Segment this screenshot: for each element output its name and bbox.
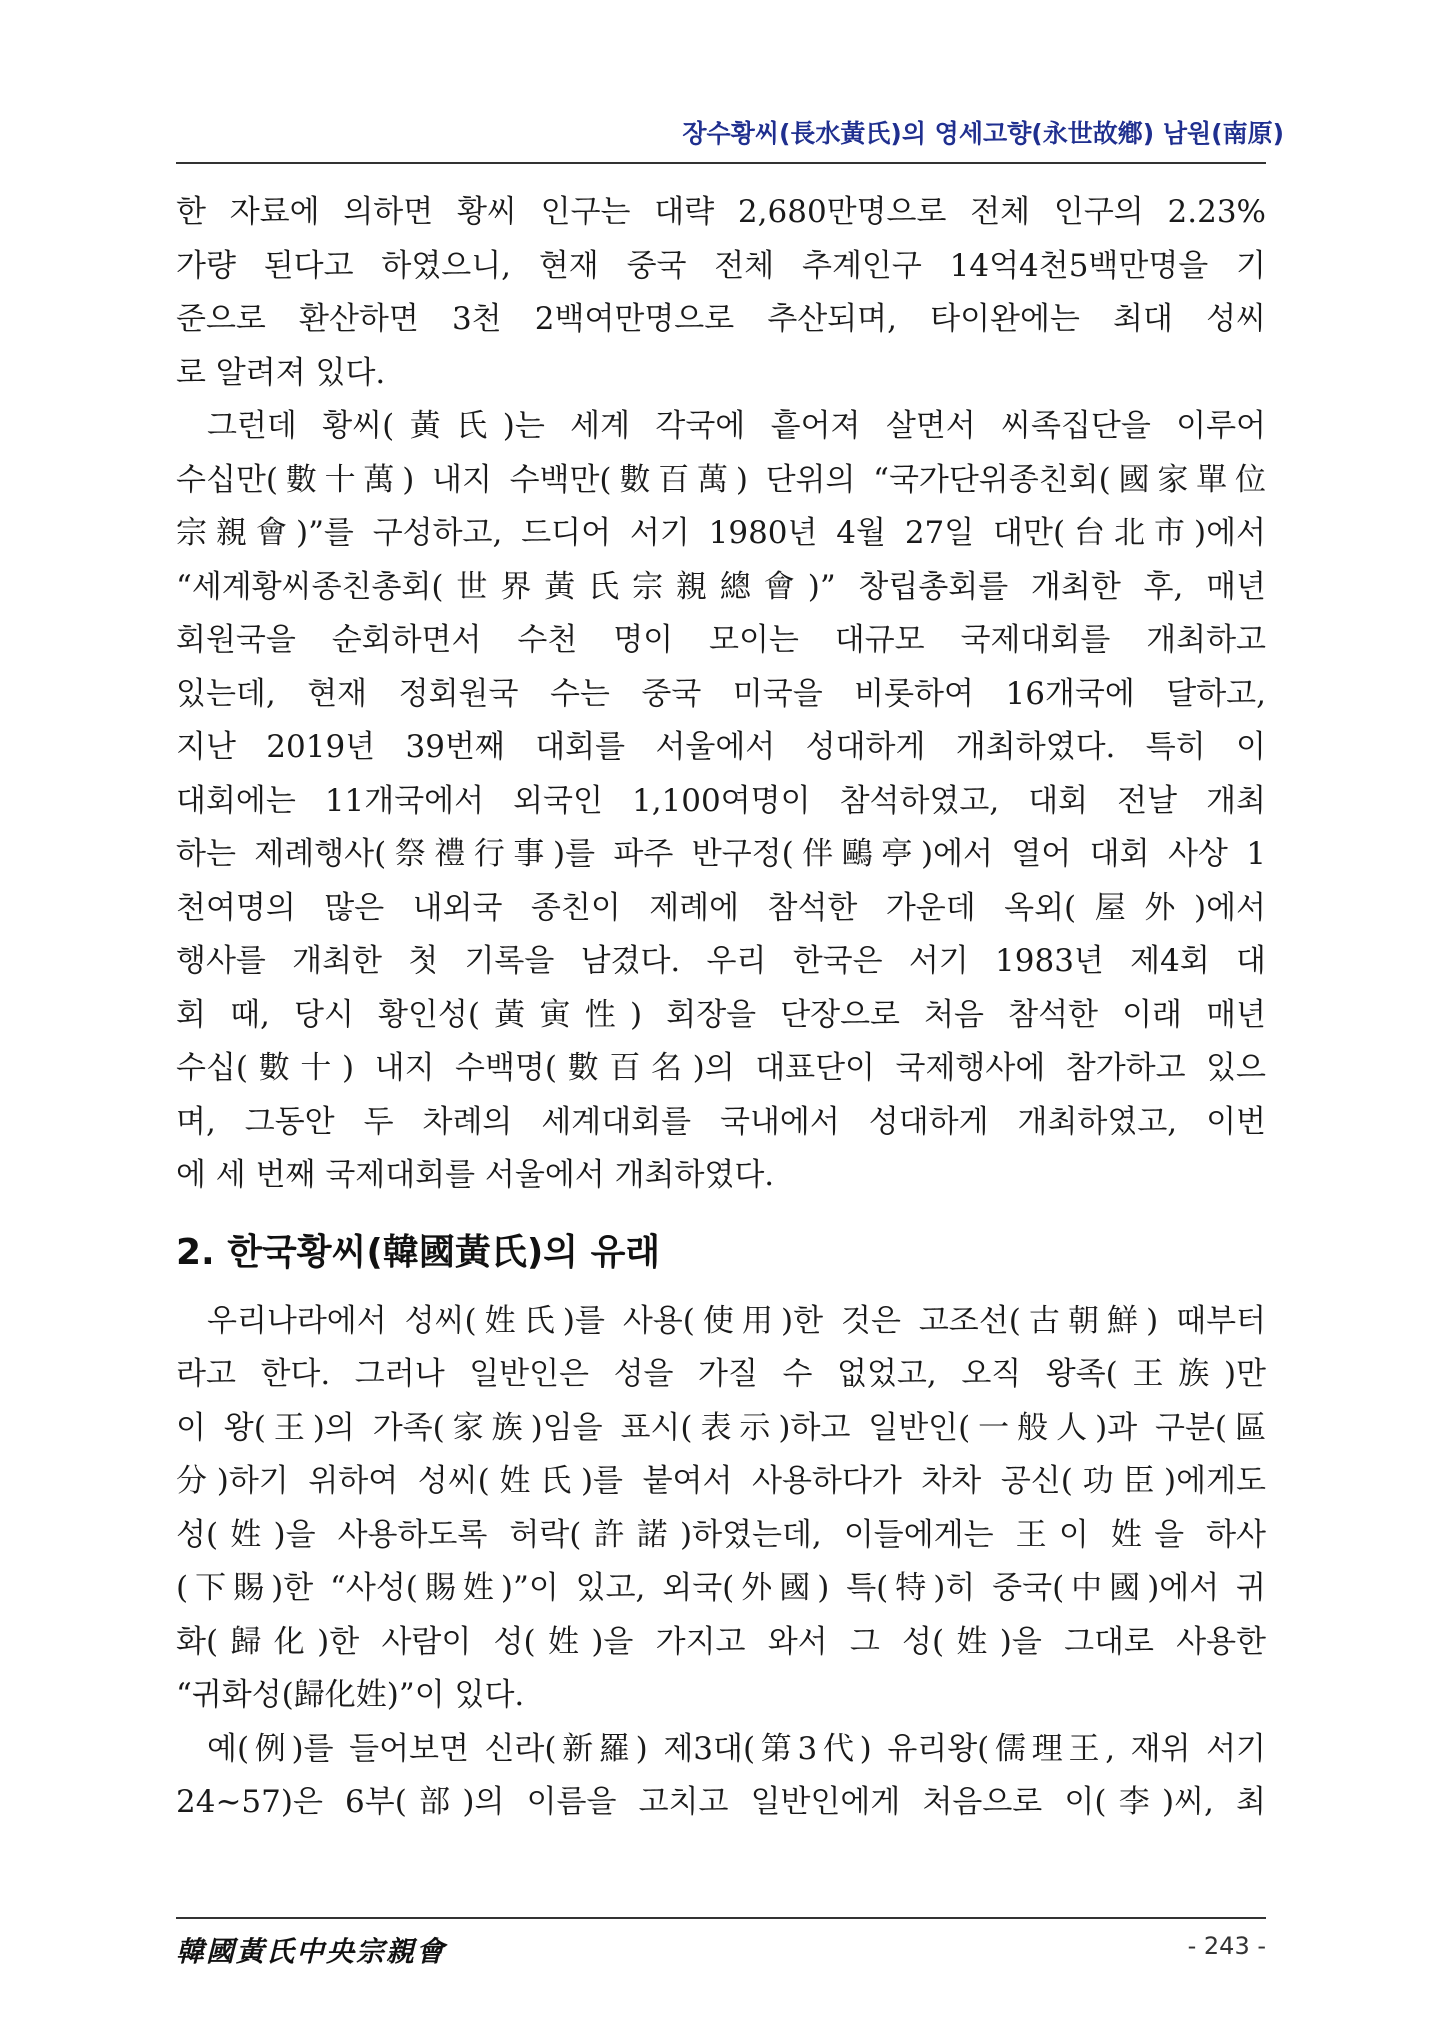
- body-line: 예(例)를 들어보면 신라(新羅) 제3대(第3代) 유리왕(儒理王, 재위 서기: [207, 1730, 1266, 1767]
- body-line: 회원국을 순회하면서 수천 명이 모이는 대규모 국제대회를 개최하고: [176, 622, 1266, 658]
- body-line: 우리나라에서 성씨(姓氏)를 사용(使用)한 것은 고조선(古朝鮮) 때부터: [207, 1302, 1266, 1339]
- body-line: 하는 제례행사(祭禮行事)를 파주 반구정(伴鷗亭)에서 열어 대회 사상 1: [176, 836, 1266, 872]
- body-line: “세계황씨종친총회(世界黃氏宗親總會)” 창립총회를 개최한 후, 매년: [176, 568, 1266, 605]
- body-line: 수십만(數十萬) 내지 수백만(數百萬) 단위의 “국가단위종친회(國家單位: [176, 461, 1266, 498]
- body-line: 대회에는 11개국에서 외국인 1,100여명이 참석하였고, 대회 전날 개최: [176, 782, 1266, 819]
- body-line: 한 자료에 의하면 황씨 인구는 대략 2,680만명으로 전체 인구의 2.23%: [176, 194, 1266, 230]
- body-line: 이 왕(王)의 가족(家族)임을 표시(表示)하고 일반인(一般人)과 구분(區: [176, 1409, 1266, 1446]
- body-line: 24~57)은 6부(部)의 이름을 고치고 일반인에게 처음으로 이(李)씨, 최: [176, 1784, 1266, 1820]
- body-line: 라고 한다. 그러나 일반인은 성을 가질 수 없었고, 오직 왕족(王族)만: [176, 1356, 1266, 1392]
- footer-divider: [176, 1917, 1266, 1919]
- section-heading-block: [176, 1203, 1266, 1295]
- header-divider: [176, 162, 1266, 164]
- body-line: 그런데 황씨(黃氏)는 세계 각국에 흩어져 살면서 씨족집단을 이루어: [207, 408, 1266, 444]
- body-line: 성(姓)을 사용하도록 허락(許諾)하였는데, 이들에게는 王이 姓을 하사: [176, 1516, 1266, 1553]
- body-line: 宗親會)”를 구성하고, 드디어 서기 1980년 4월 27일 대만(台北市)에서: [176, 515, 1266, 551]
- body-line: (下賜)한 “사성(賜姓)”이 있고, 외국(外國) 특(特)히 중국(中國)에서 귀: [176, 1570, 1266, 1606]
- body-line: 分)하기 위하여 성씨(姓氏)를 붙여서 사용하다가 차차 공신(功臣)에게도: [176, 1463, 1266, 1499]
- page-body: [176, 186, 1266, 1830]
- body-line: 수십(數十) 내지 수백명(數百名)의 대표단이 국제행사에 참가하고 있으: [176, 1050, 1266, 1086]
- page-number: - 243 -: [1187, 1932, 1266, 1960]
- body-line: 화(歸化)한 사람이 성(姓)을 가지고 와서 그 성(姓)을 그대로 사용한: [176, 1623, 1266, 1660]
- body-line: 로 알려져 있다.: [176, 354, 386, 391]
- body-line: “귀화성(歸化姓)”이 있다.: [176, 1677, 525, 1713]
- body-line: 가량 된다고 하였으니, 현재 중국 전체 추계인구 14억4천5백만명을 기: [176, 247, 1266, 284]
- section-heading: 2. 한국황씨(韓國黃氏)의 유래: [176, 1231, 661, 1273]
- body-line: 회 때, 당시 황인성(黃寅性) 회장을 단장으로 처음 참석한 이래 매년: [176, 996, 1266, 1033]
- running-header-title: 장수황씨(長水黃氏)의 영세고향(永世故鄕) 남원(南原): [682, 119, 1284, 148]
- body-line: 에 세 번째 국제대회를 서울에서 개최하였다.: [176, 1157, 775, 1193]
- body-line: 준으로 환산하면 3천 2백여만명으로 추산되며, 타이완에는 최대 성씨: [176, 301, 1266, 337]
- body-line: 지난 2019년 39번째 대회를 서울에서 성대하게 개최하였다. 특히 이: [176, 729, 1266, 765]
- body-line: 천여명의 많은 내외국 종친이 제례에 참석한 가운데 옥외(屋外)에서: [176, 889, 1266, 926]
- body-line: 행사를 개최한 첫 기록을 남겼다. 우리 한국은 서기 1983년 제4회 대: [176, 943, 1266, 979]
- body-line: 있는데, 현재 정회원국 수는 중국 미국을 비롯하여 16개국에 달하고,: [176, 675, 1266, 712]
- footer-organization: 韓國黃氏中央宗親會: [176, 1935, 447, 1968]
- body-line: 며, 그동안 두 차례의 세계대회를 국내에서 성대하게 개최하였고, 이번: [176, 1103, 1266, 1140]
